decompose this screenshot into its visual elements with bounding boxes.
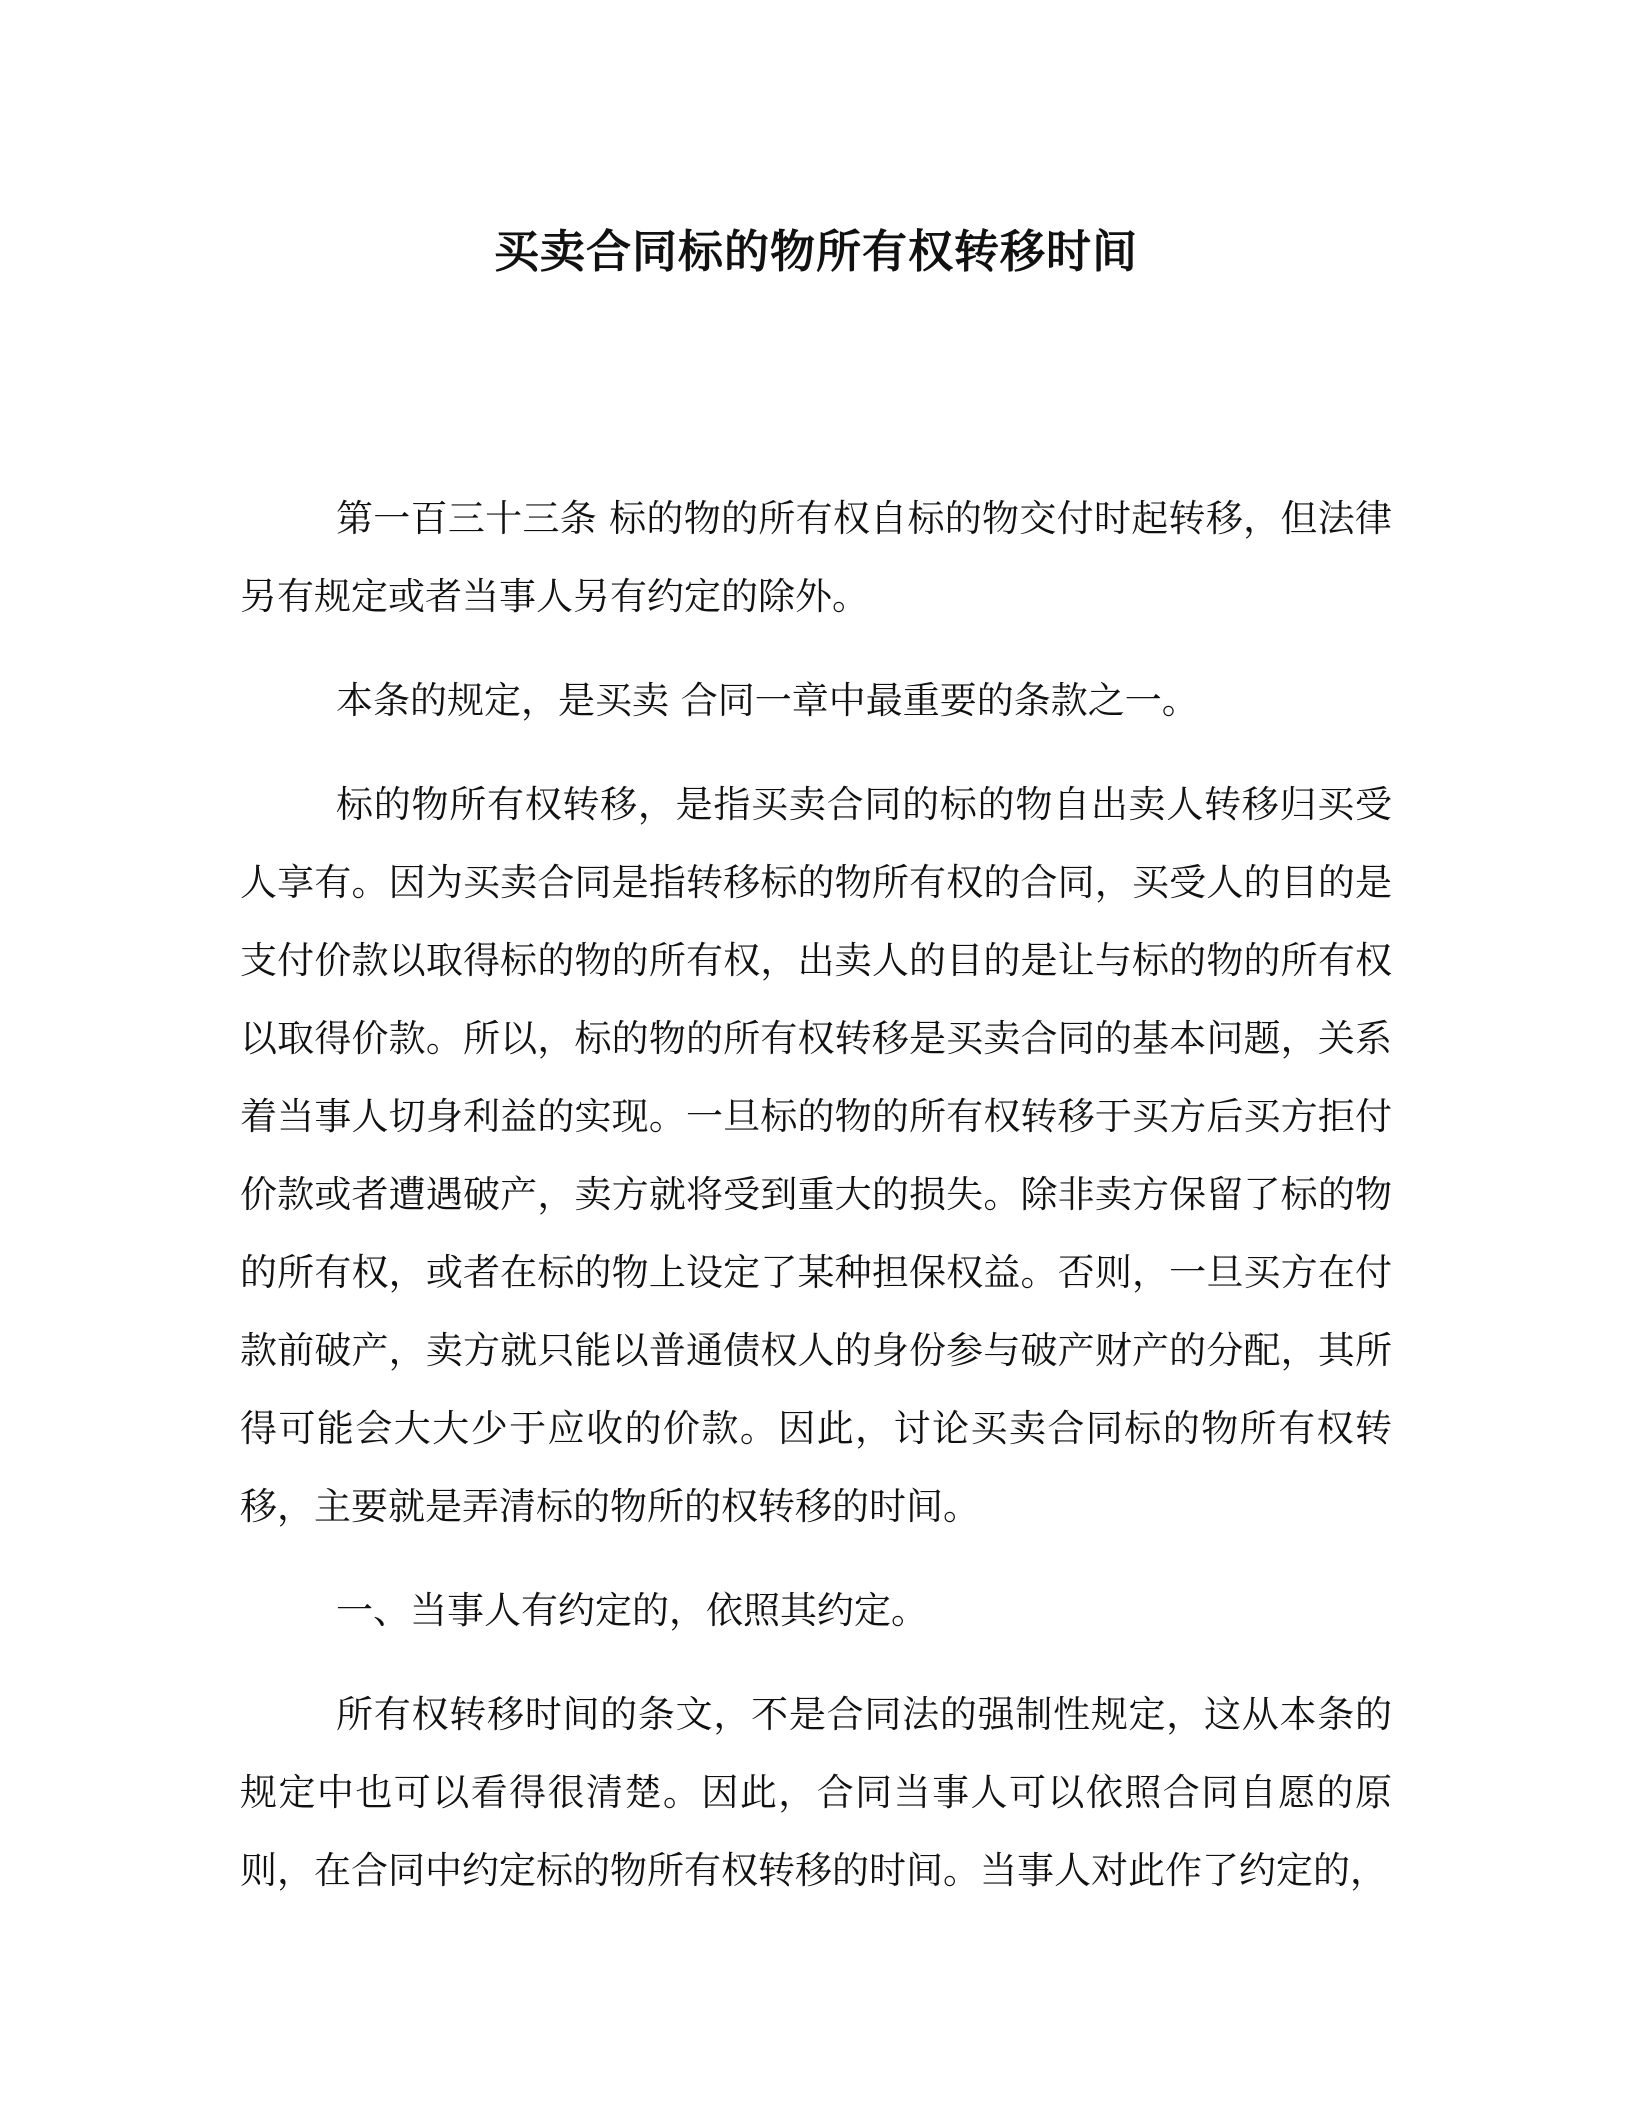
paragraph-ownership-transfer: 标的物所有权转移，是指买卖合同的标的物自出卖人转移归买受人享有。因为买卖合同是指转移标的物所有权的合同，买受人的目的是支付价款以取得标的物的所有权，出卖人的目的是让与标的物的所有权以取得价款。所以，标的物的所有权转移是买卖合同的基本问题，关系着当事人切身利益的实现。一旦标的物的所有权转移于买方后买方拒付价款或者遭遇破产，卖方就将受到重大的损失。除非卖方保留了标的物的所有权，或者在标的物上设定了某种担保权益。否则，一旦买方在付款前破产，卖方就只能以普通债权人的身份参与破产财产的分配，其所得可能会大大少于应收的价款。因此，讨论买卖合同标的物所有权转移，主要就是弄清标的物所的权转移的时间。 — [240, 783, 1392, 1528]
document-title: 买卖合同标的物所有权转移时间 — [493, 225, 1138, 278]
paragraph-importance: 本条的规定，是买卖 合同一章中最重要的条款之一。 — [336, 679, 1199, 722]
paragraph-transfer-time: 所有权转移时间的条文，不是合同法的强制性规定，这从本条的规定中也可以看得很清楚。因此，合同当事人可以依照合同自愿的原则，在合同中约定标的物所有权转移的时间。当事人对此作了约定的， — [240, 1693, 1392, 1892]
paragraph-article-133: 第一百三十三条 标的物的所有权自标的物交付时起转移，但法律另有规定或者当事人另有约定的除外。 — [240, 497, 1392, 618]
document-body — [240, 480, 1392, 1936]
section-heading-agreement: 一、当事人有约定的，依照其约定。 — [336, 1589, 928, 1632]
